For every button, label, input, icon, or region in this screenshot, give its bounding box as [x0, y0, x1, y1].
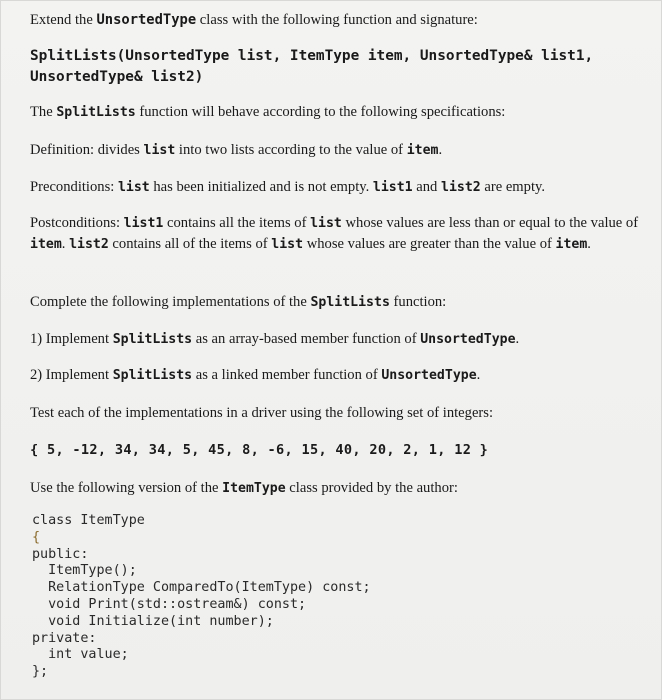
- task-text-mid: as a linked member function of: [192, 367, 382, 383]
- preconditions-text-mid: has been initialized and is not empty.: [149, 179, 373, 195]
- postconditions-text: contains all of the items of: [108, 236, 272, 252]
- postconditions-text: whose values are less than or equal to the value of: [341, 215, 639, 231]
- definition-text-mid: into two lists according to the value of: [175, 142, 407, 158]
- intro-text: Extend the: [30, 12, 97, 28]
- complete-text: Complete the following implementations of the: [30, 294, 311, 310]
- postconditions-text: .: [61, 236, 70, 252]
- integer-set: { 5, -12, 34, 34, 5, 45, 8, -6, 15, 40, 20, 2, 1, 12 }: [30, 442, 489, 458]
- definition-text-end: .: [438, 142, 443, 158]
- signature-line-2: UnsortedType& list2): [30, 69, 204, 85]
- task-text: 2) Implement: [30, 367, 113, 383]
- splitlists-name: SplitLists: [112, 332, 193, 347]
- code-list1: list1: [372, 180, 413, 195]
- task-2: [30, 365, 643, 386]
- complete-text-end: function:: [389, 294, 447, 310]
- task-text-mid: as an array-based member function of: [192, 331, 421, 347]
- preconditions-text-end: are empty.: [480, 179, 545, 195]
- code-line: public:: [32, 546, 89, 562]
- code-list: list: [271, 237, 304, 252]
- code-item: item: [555, 237, 588, 252]
- preconditions-text-and: and: [412, 179, 441, 195]
- code-line: class ItemType: [32, 513, 145, 528]
- task-text-end: .: [476, 367, 481, 383]
- postconditions-text: whose values are greater than the value of: [303, 236, 556, 252]
- definition-text: Definition: divides: [30, 142, 144, 158]
- unsortedtype-class-name: UnsortedType: [96, 12, 197, 28]
- behave-text: The: [30, 104, 57, 120]
- splitlists-name: SplitLists: [310, 295, 390, 310]
- postconditions-text: Postconditions:: [30, 215, 124, 231]
- code-line: {: [32, 529, 41, 545]
- task-text: 1) Implement: [30, 331, 113, 347]
- code-line: ItemType();: [32, 563, 137, 579]
- intro-text-end: class with the following function and signature:: [196, 12, 478, 28]
- behave-paragraph: [30, 102, 643, 123]
- code-list: list: [117, 180, 150, 195]
- splitlists-name: SplitLists: [56, 105, 136, 120]
- code-line: };: [32, 664, 49, 680]
- code-item: item: [30, 237, 62, 252]
- itemtype-code-block: [32, 513, 371, 681]
- code-list1: list1: [123, 216, 164, 231]
- postconditions-text: contains all the items of: [163, 215, 311, 231]
- postconditions-text-end: .: [587, 236, 591, 252]
- task-text-end: .: [515, 331, 520, 347]
- code-list: list: [143, 143, 176, 158]
- use-text: Use the following version of the: [30, 480, 223, 496]
- complete-paragraph: [30, 292, 643, 313]
- itemtype-class-name: ItemType: [222, 481, 286, 496]
- code-line: int value;: [32, 647, 129, 663]
- code-list2: list2: [69, 237, 109, 252]
- unsortedtype-class-name: UnsortedType: [420, 332, 516, 347]
- use-paragraph: [30, 478, 643, 499]
- function-signature: [30, 46, 643, 88]
- preconditions-paragraph: [30, 177, 643, 198]
- code-line: RelationType ComparedTo(ItemType) const;: [32, 580, 371, 596]
- intro-paragraph: [30, 10, 643, 30]
- splitlists-name: SplitLists: [112, 368, 193, 383]
- code-item: item: [406, 143, 439, 158]
- code-list: list: [310, 216, 342, 231]
- code-line: void Initialize(int number);: [32, 613, 274, 629]
- definition-paragraph: [30, 140, 643, 161]
- code-line: private:: [32, 630, 97, 646]
- test-paragraph: Test each of the implementations in a driver using the following set of integers:: [30, 405, 494, 421]
- code-line: void Print(std::ostream&) const;: [32, 596, 307, 612]
- signature-line-1: SplitLists(UnsortedType list, ItemType item, UnsortedType& list1,: [30, 48, 594, 64]
- behave-text-end: function will behave according to the following specifications:: [135, 104, 506, 120]
- unsortedtype-class-name: UnsortedType: [381, 368, 477, 383]
- task-1: [30, 329, 643, 350]
- code-list2: list2: [441, 180, 481, 195]
- postconditions-paragraph: [30, 213, 643, 255]
- use-text-end: class provided by the author:: [285, 480, 458, 496]
- preconditions-text: Preconditions:: [30, 179, 118, 195]
